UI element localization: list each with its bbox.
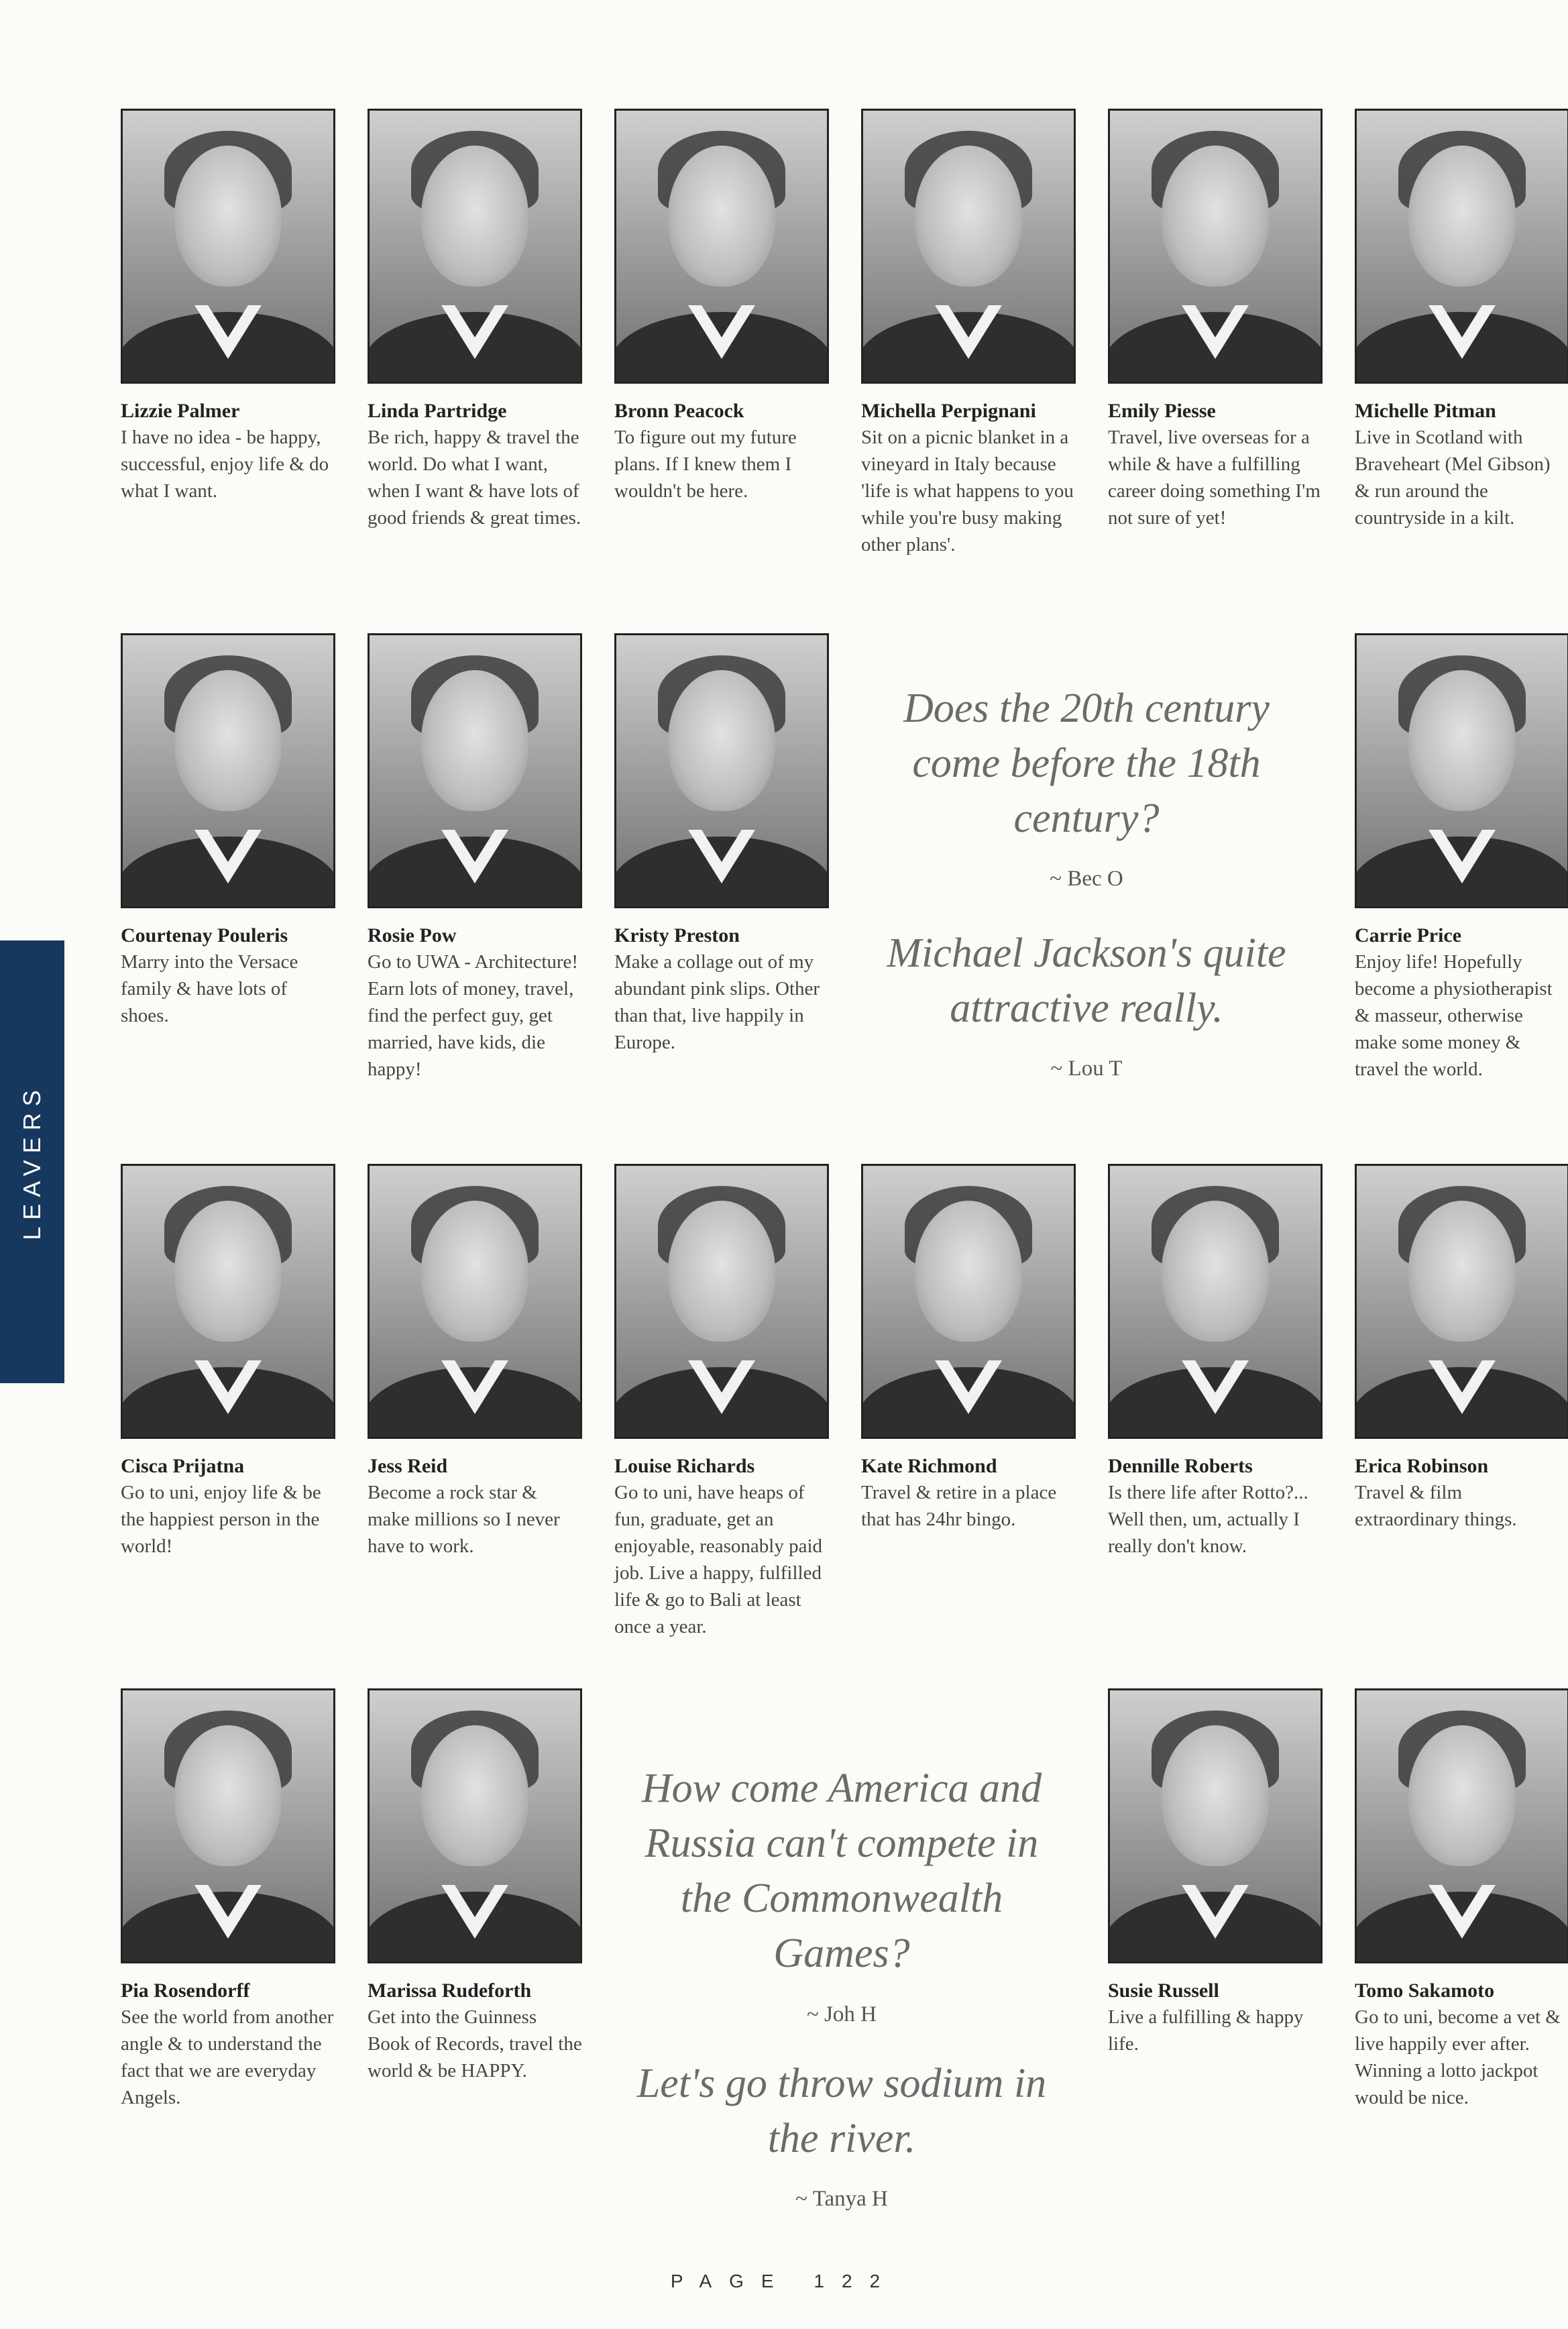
student-photo	[368, 1688, 582, 1963]
student-name: Lizzie Palmer	[121, 400, 240, 422]
quote-author: ~ Bec O	[1050, 867, 1123, 891]
student-ambition: I have no idea - be happy, successful, enjoy life & do what I want.	[121, 427, 329, 502]
student-ambition: Make a collage out of my abundant pink slips. Other than that, live happily in Europe.	[614, 951, 820, 1053]
student-photo	[368, 109, 582, 384]
student-card	[1355, 109, 1568, 531]
student-name: Louise Richards	[614, 1455, 755, 1477]
student-card	[861, 1164, 1076, 1533]
student-photo	[1108, 1164, 1323, 1439]
student-ambition: Go to uni, have heaps of fun, graduate, get an enjoyable, reasonably paid job. Live a happy, fulfilled life & go to Bali at least once a year.	[614, 1482, 823, 1637]
student-photo	[861, 1164, 1076, 1439]
student-ambition: Is there life after Rotto?... Well then, um, actually I really don't know.	[1108, 1482, 1308, 1557]
section-tab	[0, 940, 64, 1383]
student-photo	[368, 1164, 582, 1439]
student-ambition: Live in Scotland with Braveheart (Mel Gibson) & run around the countryside in a kilt.	[1355, 427, 1551, 529]
student-card	[861, 109, 1076, 558]
student-name: Carrie Price	[1355, 924, 1462, 946]
student-card	[368, 633, 582, 1083]
student-card	[614, 1164, 829, 1640]
quote-text: Michael Jackson's quite attractive really.	[887, 930, 1286, 1031]
student-photo	[614, 1164, 829, 1439]
student-ambition: Go to uni, become a vet & live happily ever after. Winning a lotto jackpot would be nice.	[1355, 2006, 1561, 2108]
page-number: PAGE 122	[670, 2271, 898, 2291]
student-photo	[1355, 1688, 1568, 1963]
student-name: Linda Partridge	[368, 400, 507, 422]
student-card	[614, 633, 829, 1056]
student-photo	[1108, 109, 1323, 384]
quote-text: Does the 20th century come before the 18th century?	[903, 686, 1270, 841]
student-name: Jess Reid	[368, 1455, 448, 1477]
student-photo	[121, 1164, 335, 1439]
student-photo	[614, 109, 829, 384]
student-name: Cisca Prijatna	[121, 1455, 245, 1477]
student-name: Kristy Preston	[614, 924, 740, 946]
student-card	[1108, 1688, 1323, 2057]
student-card	[614, 109, 829, 504]
student-photo	[121, 109, 335, 384]
student-card	[368, 1164, 582, 1560]
student-ambition: Get into the Guinness Book of Records, travel the world & be HAPPY.	[368, 2006, 582, 2081]
student-ambition: Enjoy life! Hopefully become a physiotherapist & masseur, otherwise make some money & travel the world.	[1355, 951, 1553, 1080]
student-name: Tomo Sakamoto	[1355, 1980, 1495, 2002]
student-photo	[121, 1688, 335, 1963]
student-ambition: To figure out my future plans. If I knew them I wouldn't be here.	[614, 427, 797, 502]
student-card	[1108, 1164, 1323, 1560]
quote-text: Let's go throw sodium in the river.	[636, 2061, 1047, 2161]
student-ambition: Be rich, happy & travel the world. Do what I want, when I want & have lots of good friends & great times.	[368, 427, 581, 529]
student-ambition: Become a rock star & make millions so I never have to work.	[368, 1482, 560, 1557]
student-name: Courtenay Pouleris	[121, 924, 288, 946]
quote-text: How come America and Russia can't compete in the Commonwealth Games?	[641, 1766, 1042, 1976]
student-name: Marissa Rudeforth	[368, 1980, 532, 2002]
student-card	[121, 1164, 335, 1560]
student-card	[1355, 1688, 1568, 2111]
student-name: Rosie Pow	[368, 924, 457, 946]
student-card	[368, 1688, 582, 2084]
student-ambition: Travel & retire in a place that has 24hr bingo.	[861, 1482, 1057, 1530]
student-photo	[1355, 109, 1568, 384]
student-ambition: Travel, live overseas for a while & have a fulfilling career doing something I'm not sure of yet!	[1108, 427, 1321, 529]
student-ambition: See the world from another angle & to understand the fact that we are everyday Angels.	[121, 2006, 334, 2108]
student-card	[121, 109, 335, 504]
student-ambition: Go to uni, enjoy life & be the happiest person in the world!	[121, 1482, 321, 1557]
student-ambition: Marry into the Versace family & have lots of shoes.	[121, 951, 298, 1026]
student-card	[1355, 1164, 1568, 1533]
student-card	[121, 633, 335, 1029]
quote-author: ~ Lou T	[1050, 1057, 1123, 1081]
student-name: Pia Rosendorff	[121, 1980, 250, 2002]
quote-author: ~ Tanya H	[795, 2187, 888, 2211]
student-card	[121, 1688, 335, 2111]
student-ambition: Sit on a picnic blanket in a vineyard in Italy because 'life is what happens to you while you're busy making other plans'.	[861, 427, 1074, 555]
student-name: Dennille Roberts	[1108, 1455, 1253, 1477]
student-ambition: Travel & film extraordinary things.	[1355, 1482, 1517, 1530]
student-card	[1108, 109, 1323, 531]
quote-author: ~ Joh H	[806, 2002, 877, 2026]
student-name: Michella Perpignani	[861, 400, 1036, 422]
student-photo	[1355, 633, 1568, 908]
student-photo	[614, 633, 829, 908]
student-name: Michelle Pitman	[1355, 400, 1496, 422]
student-photo	[1108, 1688, 1323, 1963]
section-tab-label: LEAVERS	[18, 1083, 46, 1240]
student-name: Emily Piesse	[1108, 400, 1216, 422]
student-photo	[1355, 1164, 1568, 1439]
student-name: Bronn Peacock	[614, 400, 744, 422]
student-name: Erica Robinson	[1355, 1455, 1489, 1477]
student-name: Susie Russell	[1108, 1980, 1219, 2002]
student-card	[1355, 633, 1568, 1083]
student-ambition: Go to UWA - Architecture! Earn lots of money, travel, find the perfect guy, get married, have kids, die happy!	[368, 951, 579, 1080]
student-name: Kate Richmond	[861, 1455, 997, 1477]
student-card	[368, 109, 582, 531]
student-photo	[368, 633, 582, 908]
student-photo	[861, 109, 1076, 384]
student-photo	[121, 633, 335, 908]
student-ambition: Live a fulfilling & happy life.	[1108, 2006, 1304, 2055]
